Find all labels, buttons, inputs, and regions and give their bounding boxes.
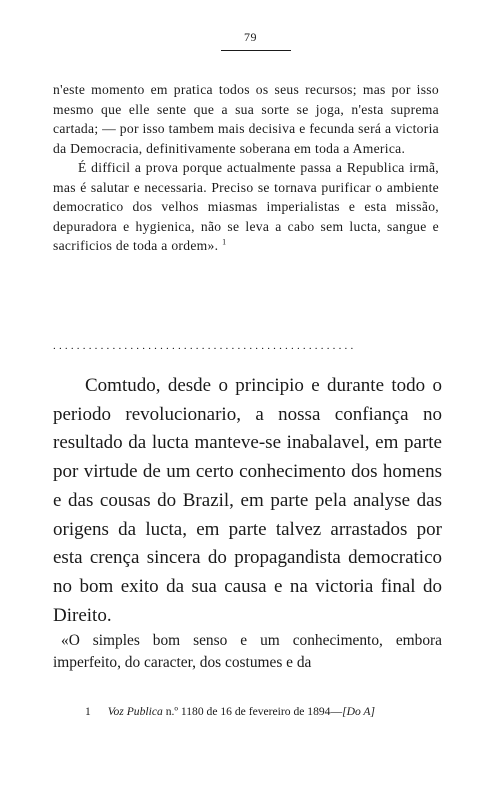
footnote-ref: [Do A] [342, 705, 376, 718]
main-paragraph: Comtudo, desde o principio e durante todo o periodo revolucionario, a nossa confiança no resultado da lucta manteve-se inabalavel, em parte por virtude de um certo conhecimento dos homens e das cousas do Brazil, em parte pela analyse das origens da lucta, em parte talvez arrastados por esta crença sincera do propagandista democratico no bom exito da sua causa e na victoria final do Direito. [53, 375, 442, 626]
header-rule [221, 50, 291, 51]
footnote-details: n.º 1180 de 16 de fevereiro de 1894— [165, 705, 343, 718]
quoted-passage [53, 80, 439, 256]
footnote-source: Voz Publica [107, 705, 163, 718]
footnote-reference: 1 [222, 237, 227, 247]
continuation-paragraph: «O simples bom senso e um conhecimento, embora imperfeito, do caracter, dos costumes e da [53, 632, 442, 671]
quote-paragraph-1: n'este momento em pratica todos os seus recursos; mas por isso mesmo que elle sente que a sua sorte se joga, n'esta suprema cartada; — por isso tambem mais decisiva e fecunda será a victoria da Democracia, definitivamente soberana em toda a America. [53, 82, 439, 156]
dotted-separator: ................................................... [53, 340, 357, 352]
quote-paragraph-2 [53, 158, 439, 256]
page-number: 79 [244, 30, 257, 44]
footnote-number: 1 [85, 705, 91, 718]
footnote [85, 705, 445, 718]
quote-paragraph-2-text: É difficil a prova porque actualmente passa a Republica irmã, mas é salutar e necessaria. Preciso se tornava purificar o ambiente democratico dos velhos miasmas imperialistas e esta missão, depuradora e hygienica, não se leva a cabo sem lucta, sangue e sacrificios de toda a ordem». [53, 160, 439, 253]
